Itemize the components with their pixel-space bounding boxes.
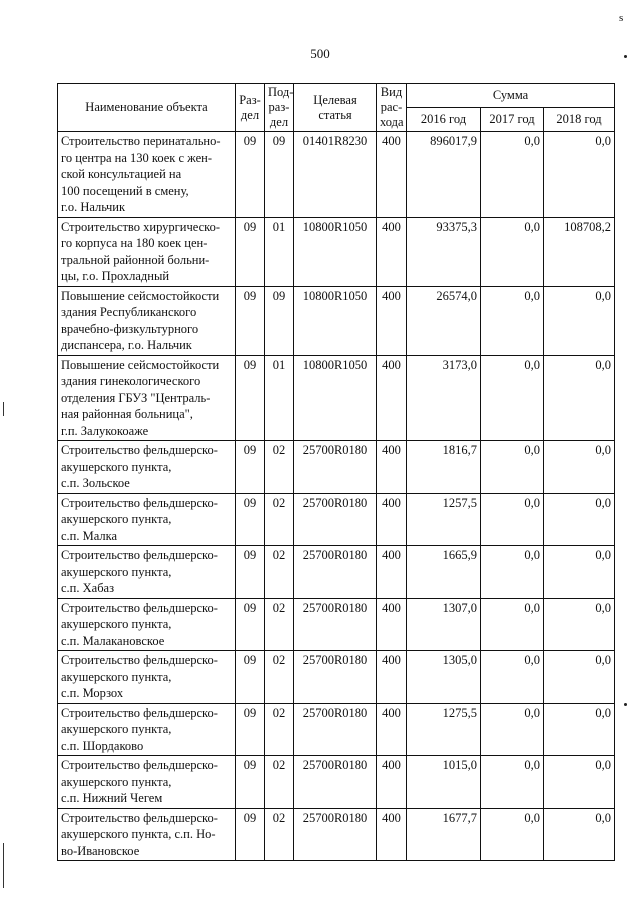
target-cell: 25700R0180 (294, 651, 377, 704)
target-cell: 25700R0180 (294, 756, 377, 809)
section-cell: 09 (236, 286, 265, 355)
target-cell: 25700R0180 (294, 546, 377, 599)
sum-2016-cell: 1677,7 (407, 808, 481, 861)
table-row (58, 493, 615, 546)
table-row (58, 355, 615, 441)
edge-mark-right (624, 703, 627, 706)
sum-2016-cell: 1275,5 (407, 703, 481, 756)
section-cell: 09 (236, 355, 265, 441)
table-row (58, 598, 615, 651)
object-name-cell: Строительство фельдшерско- акушерского пункта, с.п. Малка (58, 493, 236, 546)
sum-2016-cell: 3173,0 (407, 355, 481, 441)
subsection-cell: 02 (265, 808, 294, 861)
subsection-cell: 09 (265, 286, 294, 355)
header-subsection: Под- раз- дел (265, 84, 294, 132)
sum-2018-cell: 0,0 (544, 756, 615, 809)
subsection-cell: 02 (265, 598, 294, 651)
expense-type-cell: 400 (377, 651, 407, 704)
sum-2016-cell: 896017,9 (407, 132, 481, 218)
table-row (58, 756, 615, 809)
sum-2017-cell: 0,0 (481, 132, 544, 218)
sum-2018-cell: 0,0 (544, 355, 615, 441)
sum-2018-cell: 0,0 (544, 546, 615, 599)
expense-type-cell: 400 (377, 808, 407, 861)
object-name-cell: Строительство перинатально- го центра на 130 коек с жен- ской консультацией на 100 посещений в смену, г.о. Нальчик (58, 132, 236, 218)
expense-type-cell: 400 (377, 493, 407, 546)
target-cell: 01401R8230 (294, 132, 377, 218)
sum-2016-cell: 1816,7 (407, 441, 481, 494)
sum-2018-cell: 0,0 (544, 703, 615, 756)
sum-2017-cell: 0,0 (481, 217, 544, 286)
object-name-cell: Строительство фельдшерско- акушерского пункта, с.п. Морзох (58, 651, 236, 704)
object-name-cell: Повышение сейсмостойкости здания Республиканского врачебно-физкультурного диспансера, г.о. Нальчик (58, 286, 236, 355)
sum-2016-cell: 93375,3 (407, 217, 481, 286)
sum-2017-cell: 0,0 (481, 651, 544, 704)
table-row (58, 286, 615, 355)
subsection-cell: 02 (265, 651, 294, 704)
target-cell: 25700R0180 (294, 808, 377, 861)
expense-type-cell: 400 (377, 217, 407, 286)
subsection-cell: 01 (265, 355, 294, 441)
sum-2018-cell: 0,0 (544, 286, 615, 355)
header-year-2018: 2018 год (544, 108, 615, 132)
expense-type-cell: 400 (377, 441, 407, 494)
subsection-cell: 02 (265, 493, 294, 546)
sum-2017-cell: 0,0 (481, 598, 544, 651)
header-name: Наименование объекта (58, 84, 236, 132)
header-expense-type: Вид рас- хода (377, 84, 407, 132)
sum-2017-cell: 0,0 (481, 546, 544, 599)
budget-table (57, 83, 615, 861)
expense-type-cell: 400 (377, 286, 407, 355)
target-cell: 25700R0180 (294, 441, 377, 494)
object-name-cell: Строительство фельдшерско- акушерского пункта, с.п. Нижний Чегем (58, 756, 236, 809)
table-row (58, 703, 615, 756)
subsection-cell: 09 (265, 132, 294, 218)
object-name-cell: Строительство хирургическо- го корпуса на 180 коек цен- тральной районной больни- цы, г.о. Прохладный (58, 217, 236, 286)
object-name-cell: Строительство фельдшерско- акушерского пункта, с.п. Хабаз (58, 546, 236, 599)
section-cell: 09 (236, 132, 265, 218)
expense-type-cell: 400 (377, 355, 407, 441)
object-name-cell: Строительство фельдшерско- акушерского пункта, с.п. Шордаково (58, 703, 236, 756)
sum-2018-cell: 0,0 (544, 441, 615, 494)
section-cell: 09 (236, 441, 265, 494)
sum-2016-cell: 1665,9 (407, 546, 481, 599)
sum-2018-cell: 0,0 (544, 651, 615, 704)
sum-2018-cell: 0,0 (544, 598, 615, 651)
subsection-cell: 01 (265, 217, 294, 286)
sum-2017-cell: 0,0 (481, 808, 544, 861)
expense-type-cell: 400 (377, 703, 407, 756)
sum-2018-cell: 0,0 (544, 132, 615, 218)
target-cell: 10800R1050 (294, 286, 377, 355)
table-row (58, 132, 615, 218)
subsection-cell: 02 (265, 756, 294, 809)
target-cell: 25700R0180 (294, 493, 377, 546)
target-cell: 10800R1050 (294, 217, 377, 286)
table-row (58, 808, 615, 861)
subsection-cell: 02 (265, 703, 294, 756)
expense-type-cell: 400 (377, 132, 407, 218)
sum-2017-cell: 0,0 (481, 493, 544, 546)
header-year-2017: 2017 год (481, 108, 544, 132)
sum-2017-cell: 0,0 (481, 441, 544, 494)
expense-type-cell: 400 (377, 546, 407, 599)
section-cell: 09 (236, 493, 265, 546)
expense-type-cell: 400 (377, 598, 407, 651)
section-cell: 09 (236, 217, 265, 286)
section-cell: 09 (236, 808, 265, 861)
target-cell: 25700R0180 (294, 703, 377, 756)
subsection-cell: 02 (265, 546, 294, 599)
expense-type-cell: 400 (377, 756, 407, 809)
subsection-cell: 02 (265, 441, 294, 494)
edge-mark-top-right (624, 55, 627, 58)
target-cell: 10800R1050 (294, 355, 377, 441)
object-name-cell: Строительство фельдшерско- акушерского пункта, с.п. Зольское (58, 441, 236, 494)
object-name-cell: Строительство фельдшерско- акушерского пункта, с.п. Малакановское (58, 598, 236, 651)
sum-2016-cell: 1015,0 (407, 756, 481, 809)
sum-2016-cell: 1307,0 (407, 598, 481, 651)
section-cell: 09 (236, 651, 265, 704)
page-number: 500 (310, 46, 330, 61)
sum-2016-cell: 1305,0 (407, 651, 481, 704)
sum-2018-cell: 0,0 (544, 493, 615, 546)
section-cell: 09 (236, 703, 265, 756)
table-row (58, 546, 615, 599)
section-cell: 09 (236, 598, 265, 651)
header-sum: Сумма (407, 84, 615, 108)
edge-mark-left-bottom (3, 843, 4, 888)
sum-2017-cell: 0,0 (481, 756, 544, 809)
object-name-cell: Строительство фельдшерско- акушерского пункта, с.п. Но- во-Ивановское (58, 808, 236, 861)
table-row (58, 651, 615, 704)
object-name-cell: Повышение сейсмостойкости здания гинекологического отделения ГБУЗ "Централь- ная районная больница", г.п. Залукокоаже (58, 355, 236, 441)
sum-2016-cell: 1257,5 (407, 493, 481, 546)
header-section: Раз- дел (236, 84, 265, 132)
header-year-2016: 2016 год (407, 108, 481, 132)
table-row (58, 217, 615, 286)
sum-2017-cell: 0,0 (481, 355, 544, 441)
section-cell: 09 (236, 756, 265, 809)
sum-2017-cell: 0,0 (481, 703, 544, 756)
corner-mark: s (619, 12, 624, 24)
target-cell: 25700R0180 (294, 598, 377, 651)
sum-2018-cell: 0,0 (544, 808, 615, 861)
header-target: Целевая статья (294, 84, 377, 132)
sum-2018-cell: 108708,2 (544, 217, 615, 286)
table-row (58, 441, 615, 494)
edge-mark-left-top (3, 402, 4, 416)
sum-2016-cell: 26574,0 (407, 286, 481, 355)
sum-2017-cell: 0,0 (481, 286, 544, 355)
section-cell: 09 (236, 546, 265, 599)
